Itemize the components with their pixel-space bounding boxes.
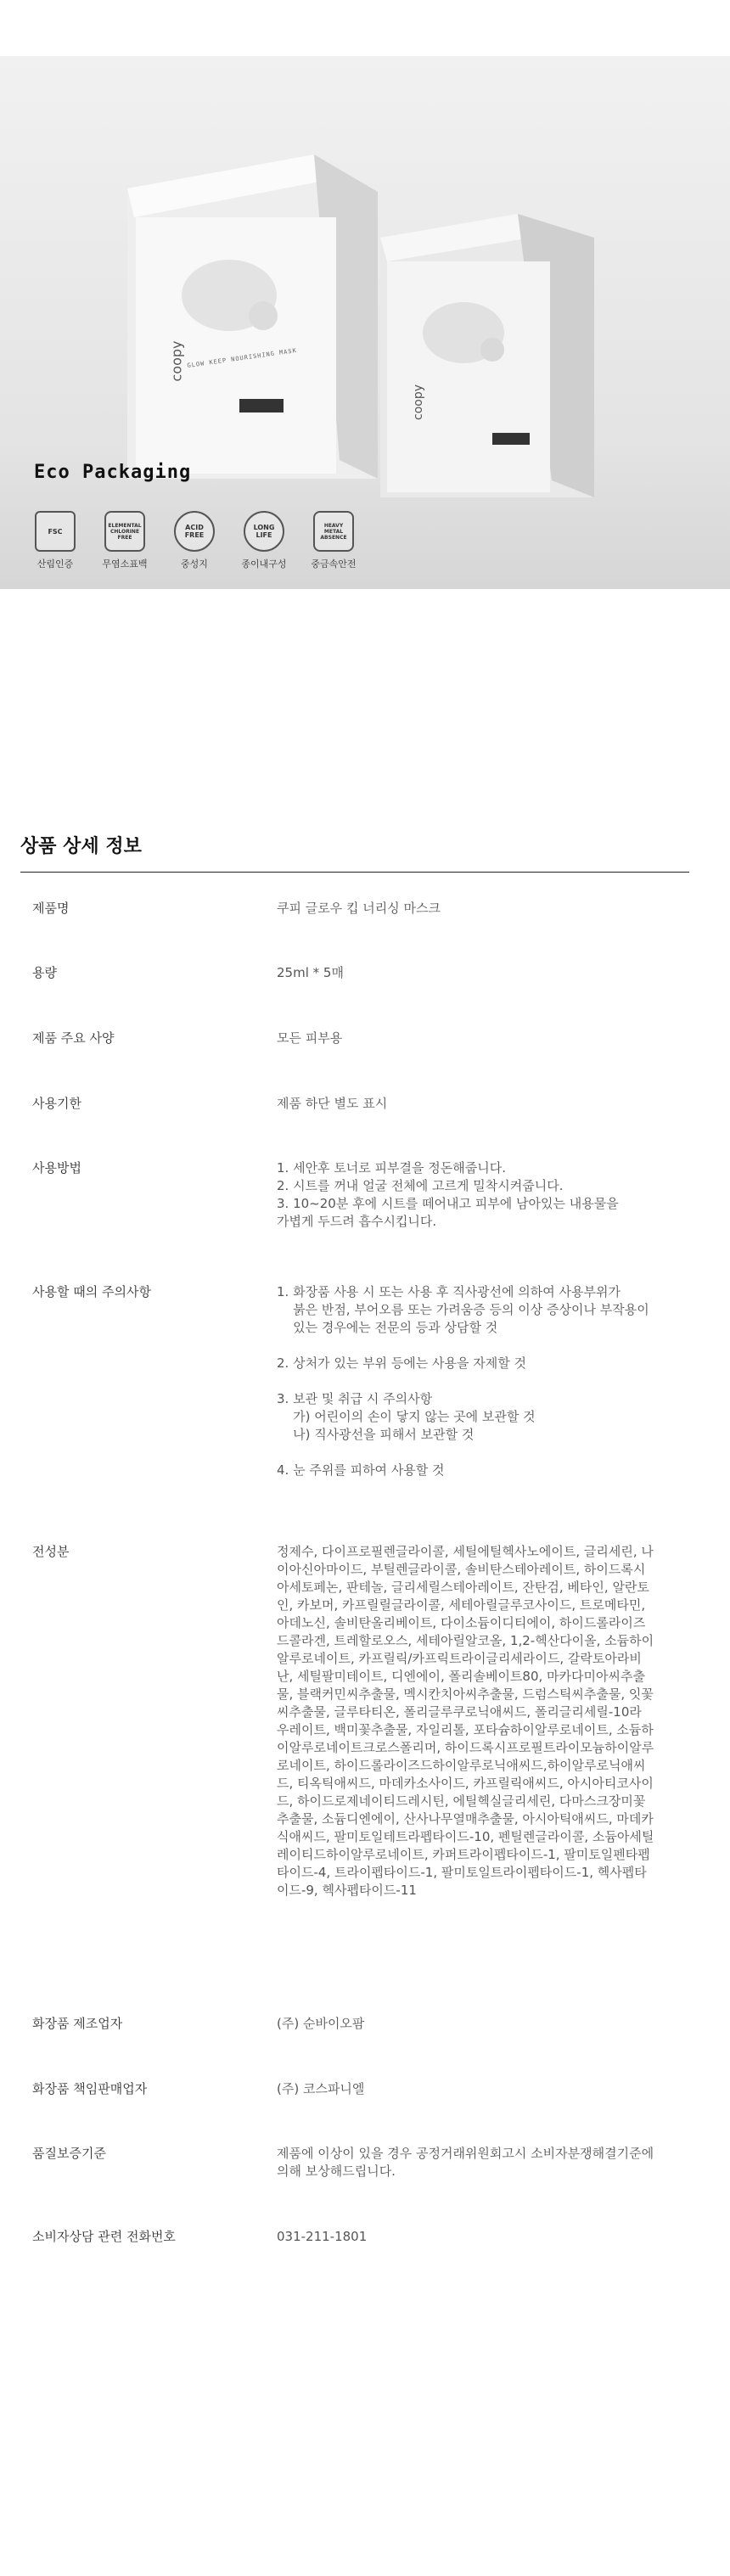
eco-label-chlorine-free: 무염소표백 [102, 558, 148, 570]
eco-item-chlorine-free [95, 511, 154, 570]
detail-label: 사용방법 [32, 1160, 81, 1176]
eco-label-heavy-metal: 중금속안전 [311, 558, 357, 570]
detail-label: 품질보증기준 [32, 2146, 106, 2161]
details-title: 상품 상세 정보 [20, 836, 142, 857]
detail-label: 용량 [32, 965, 57, 980]
eco-label-fsc: 산림인증 [36, 558, 74, 570]
detail-row-specs [20, 1030, 689, 1047]
detail-label: 사용할 때의 주의사항 [32, 1284, 151, 1299]
product-boxes-illustration [0, 56, 730, 589]
detail-row-cautions [20, 1283, 689, 1479]
hero-product-line-front: GLOW KEEP NOURISHING MASK [187, 346, 298, 370]
detail-label: 소비자상담 관련 전화번호 [32, 2229, 176, 2244]
detail-row-ingredients [20, 1543, 689, 1900]
details-divider [20, 872, 689, 873]
acid-free-icon: ACID FREE [174, 511, 215, 552]
detail-row-volume [20, 964, 689, 982]
detail-label: 전성분 [32, 1544, 70, 1559]
hero-brand-back: coopy [412, 384, 425, 420]
eco-item-long-life [234, 511, 294, 570]
detail-value: 제품 하단 별도 표시 [277, 1096, 388, 1111]
detail-value: 제품에 이상이 있을 경우 공정거래위원회고시 소비자분쟁해결기준에 의해 보상해드립니다. [277, 2146, 654, 2179]
detail-value: (주) 순바이오팜 [277, 2016, 365, 2031]
detail-row-distributor [20, 2080, 689, 2098]
detail-value: (주) 코스파니엘 [277, 2081, 365, 2096]
eco-icons-row [25, 511, 363, 570]
detail-label: 제품명 [32, 901, 70, 916]
detail-value: 모든 피부용 [277, 1030, 343, 1046]
detail-value: 쿠피 글로우 킵 너리싱 마스크 [277, 901, 441, 916]
eco-label-acid-free: 중성지 [181, 558, 208, 570]
detail-value: 1. 화장품 사용 시 또는 사용 후 직사광선에 의하여 사용부위가 붉은 반점, 부어오름 또는 가려움증 등의 이상 증상이나 부작용이 있는 경우에는 전문의 등과 상담할 것 2. 상처가 있는 부위 등에는 사용을 자제할 것 3. 보관 및 취급 시 주의사항 가) 어린이의 손이 닿지 않는 곳에 보관할 것 나) 직사광선을 피해서 보관할 것 4. 눈 주위를 피하여 사용할 것 [277, 1284, 649, 1478]
detail-row-quality [20, 2145, 689, 2180]
detail-value: 25ml * 5매 [277, 965, 344, 980]
detail-row-expiry [20, 1095, 689, 1113]
detail-row-phone [20, 2228, 689, 2246]
hero-brand-front: coopy [168, 340, 185, 382]
detail-row-manufacturer [20, 2015, 689, 2033]
eco-item-fsc [25, 511, 85, 570]
eco-packaging-title: Eco Packaging [34, 462, 192, 483]
hero-product-image [0, 56, 730, 589]
detail-label: 사용기한 [32, 1096, 81, 1111]
detail-row-usage [20, 1159, 689, 1231]
fsc-tree-icon: FSC [35, 511, 76, 552]
detail-value: 정제수, 다이프로필렌글라이콜, 세틸에틸헥사노에이트, 글리세린, 나 이아신아마이드, 부틸렌글라이콜, 솔비탄스테아레이트, 하이드록시 아세토페논, 판테놀, 글리세릴스테아레이트, 잔탄검, 베타인, 알란토 인, 카보머, 카프릴릴글라이콜, 세테아릴글루코사이드, 트로메타민, 아데노신, 솔비탄올리베이트, 다이소듐이디티에이, 하이드롤라이즈 드콜라겐, 트레할로오스, 세테아릴알코올, 1,2-헥산다이올, 소듐하이 알루로네이트, 카프릴릭/카프릭트라이글리세라이드, 갈락토아라비 난, 세틸팔미테이트, 디엔에이, 폴리솔베이트80, 마카다미아씨추출 물, 블랙커민씨추출물, 멕시칸치아씨추출물, 드럼스틱씨추출물, 잇꽃 씨추출물, 글루타티온, 폴리글루쿠로닉애씨드, 폴리글리세릴-10라 우레이트, 백미꽃추출물, 자일리톨, 포타슘하이알루로네이트, 소듐하 이알루로네이트크로스폴리머, 하이드록시프로필트라이모늄하이알루 로네이트, 하이드롤라이즈드하이알루로닉애씨드,하이알루로닉애씨 드, 티옥틱애씨드, 마데카소사이드, 카프릴릭애씨드, 아시아티코사이 드, 하이드로제네이티드레시틴, 에틸헥실글리세린, 다마스크장미꽃 추출물, 소듐디엔에이, 산사나무열매추출물, 아시아틱애씨드, 마데카 식애씨드, 팔미토일테트라펩타이드-10, 펜틸렌글라이콜, 소듐아세틸 레이티드하이알루로네이트, 카퍼트라이펩타이드-1, 팔미토일펜타펩 타이드-4, 트라이펩타이드-1, 팔미토일트라이펩타이드-1, 헥사펩타 이드-9, 헥사펩타이드-11 [277, 1544, 654, 1898]
heavy-metal-absence-icon: HEAVY METAL ABSENCE [313, 511, 354, 552]
elemental-chlorine-free-icon: ELEMENTAL CHLORINE FREE [104, 511, 145, 552]
eco-item-acid-free [165, 511, 224, 570]
detail-row-product-name [20, 900, 689, 918]
eco-item-heavy-metal [304, 511, 363, 570]
detail-label: 제품 주요 사양 [32, 1030, 115, 1046]
long-life-icon: LONG LIFE [244, 511, 284, 552]
detail-value: 031-211-1801 [277, 2229, 368, 2244]
eco-label-long-life: 종이내구성 [241, 558, 287, 570]
detail-value: 1. 세안후 토너로 피부결을 정돈해줍니다. 2. 시트를 꺼내 얼굴 전체에 고르게 밀착시켜줍니다. 3. 10~20분 후에 시트를 떼어내고 피부에 남아있는 내용물을 가볍게 두드려 흡수시킵니다. [277, 1160, 619, 1229]
detail-label: 화장품 제조업자 [32, 2016, 123, 2031]
detail-label: 화장품 책임판매업자 [32, 2081, 148, 2096]
